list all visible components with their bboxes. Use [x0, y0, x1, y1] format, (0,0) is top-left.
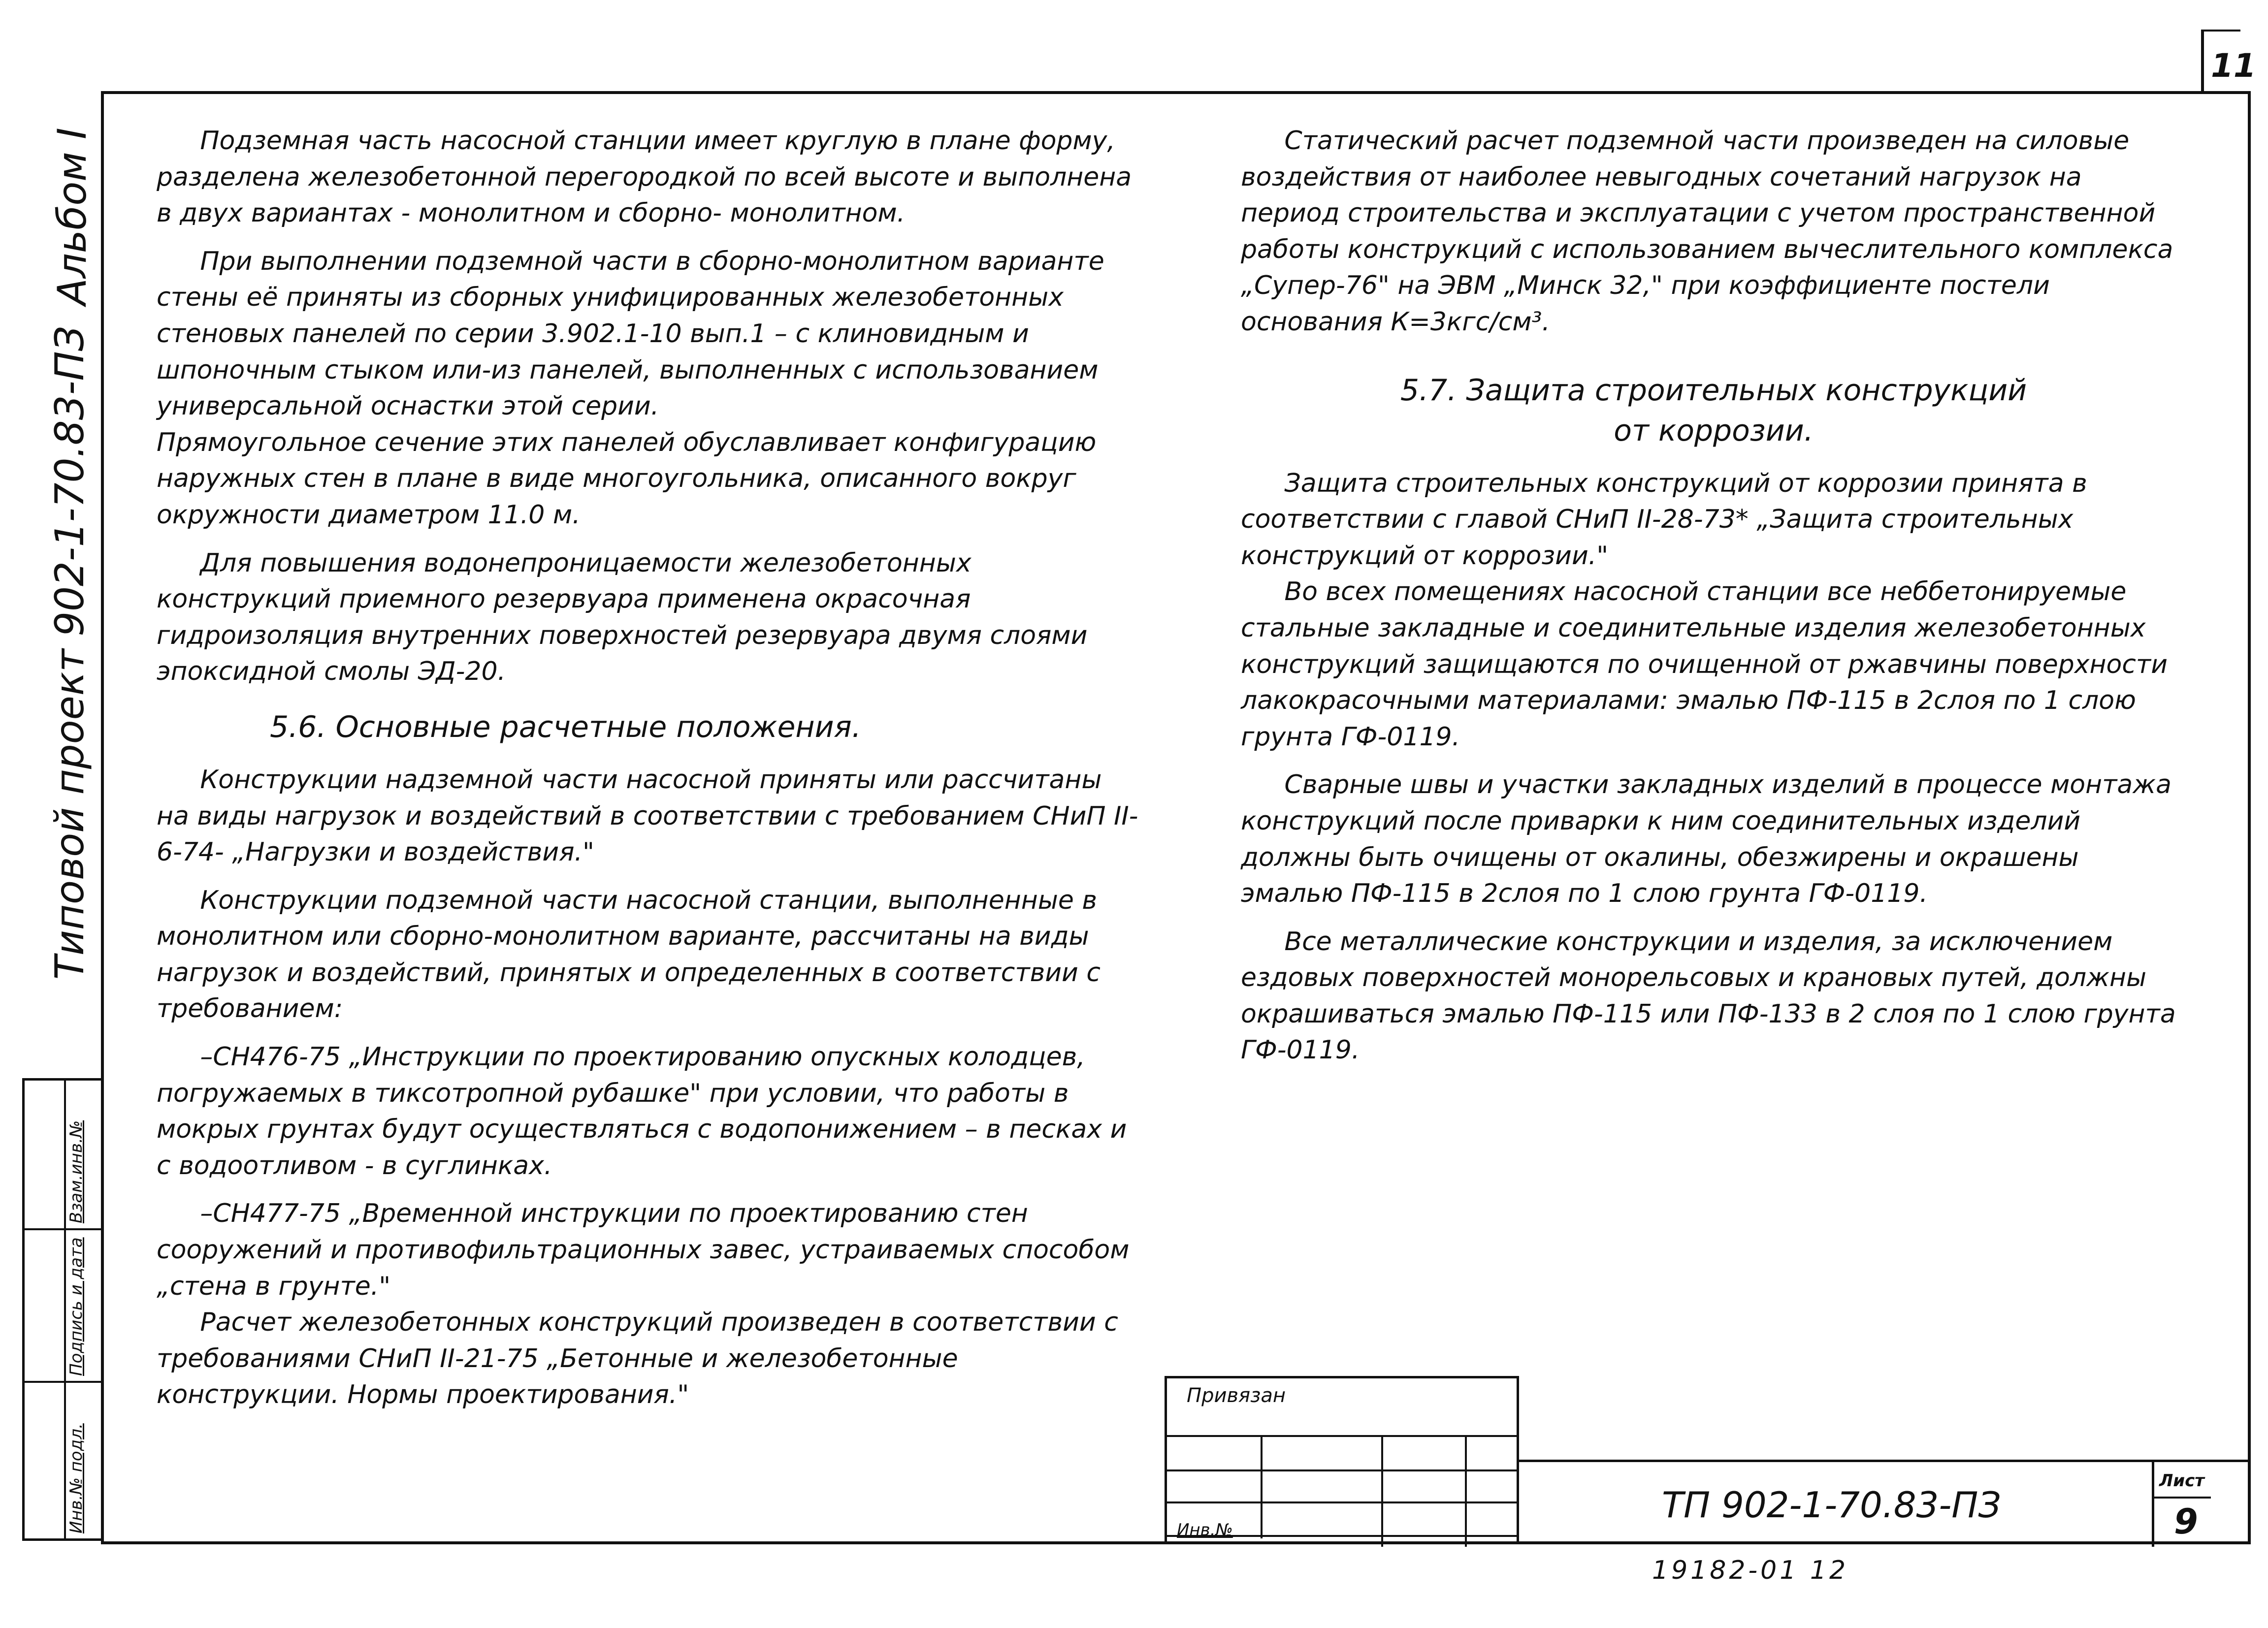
- section-heading-5-7-line2: от коррозии.: [1614, 413, 1814, 448]
- privyazan-label: Привязан: [1187, 1384, 1286, 1407]
- left-paragraph-4: Для повышения водонепроницаемости железобетонных конструкций приемного резервуара применена окрасочная гидроизоляция внутренних поверхностей резервуара двумя слоями эпоксидной смолы ЭД-20.: [157, 548, 1088, 687]
- right-paragraph-2: Защита строительных конструкций от коррозии принята в соответствии с главой СНиП II-28-73* „Защита строительных конструкций от коррозии.": [1241, 468, 2087, 571]
- title-block: [1165, 1376, 2251, 1544]
- left-paragraph-9: Расчет железобетонных конструкций произведен в соответствии с требованиями СНиП II-21-75 „Бетонные и железобетонные конструкции. Нормы проектирования.": [157, 1308, 1118, 1410]
- section-heading-5-7: [1241, 370, 2186, 451]
- page-number-tick: [2201, 30, 2240, 32]
- right-column: [1241, 123, 2186, 1069]
- inv-podl-label: Инв.№ подл.: [66, 1423, 86, 1533]
- privyazan-grid: [1165, 1376, 1519, 1544]
- inv-number-label: Инв.№: [1177, 1520, 1233, 1540]
- vzam-inv-label: Взам.инв.№: [66, 1120, 86, 1223]
- sheet-number: 9: [2174, 1501, 2198, 1542]
- left-paragraph-2: При выполнении подземной части в сборно-монолитном варианте стены её приняты из сборных унифицированных железобетонных стеновых панелей по серии 3.902.1-10 вып.1 – с клиновидным и шпоночным стыком или-из панелей, выполненных с использованием универсальной оснастки этой серии.: [157, 246, 1104, 421]
- right-paragraph-5: Все металлические конструкции и изделия, за исключением ездовых поверхностей монорельсовых и крановых путей, должны окрашиваться эмалью ПФ-115 или ПФ-133 в 2 слоя по 1 слою грунта ГФ-0119.: [1241, 926, 2176, 1065]
- left-paragraph-3: Прямоугольное сечение этих панелей обуславливает конфигурацию наружных стен в плане в виде многоугольника, описанного вокруг окружности диаметром 11.0 м.: [157, 427, 1097, 530]
- left-paragraph-6: Конструкции подземной части насосной станции, выполненные в монолитном или сборно-монолитном варианте, рассчитаны на виды нагрузок и воздействий, принятых и определенных в соответствии с требованием:: [157, 885, 1101, 1024]
- left-paragraph-8: –СН477-75 „Временной инструкции по проектированию стен сооружений и противофильтрационных завес, устраиваемых способом „стена в грунте.": [157, 1199, 1130, 1301]
- bottom-note: 19182-01 12: [1652, 1556, 1849, 1585]
- left-column: [157, 123, 1141, 1413]
- podpis-data-label: Подпись и дата: [66, 1237, 86, 1376]
- album-label: Альбом I: [49, 128, 95, 305]
- page-number: 11: [2211, 47, 2256, 85]
- left-paragraph-1: Подземная часть насосной станции имеет круглую в плане форму, разделена железобетонной перегородкой по всей высоте и выполнена в двух вариантах - монолитном и сборно- монолитном.: [157, 126, 1132, 228]
- section-heading-5-6: 5.6. Основные расчетные положения.: [270, 709, 861, 744]
- sheet-label: Лист: [2159, 1471, 2204, 1491]
- project-title: Типовой проект 902-1-70.83-ПЗ: [47, 326, 93, 980]
- left-paragraph-7: –СН476-75 „Инструкции по проектированию опускных колодцев, погружаемых в тиксотропной рубашке" при условии, что работы в мокрых грунтах будут осуществляться с водопонижением – в песках и с водоотливом - в суглинках.: [157, 1042, 1127, 1181]
- section-heading-5-7-line1: 5.7. Защита строительных конструкций: [1400, 373, 2027, 408]
- document-code: ТП 902-1-70.83-ПЗ: [1662, 1484, 2001, 1526]
- right-paragraph-4: Сварные швы и участки закладных изделий в процессе монтажа конструкций после приварки к ним соединительных изделий должны быть очищены от окалины, обезжирены и окрашены эмалью ПФ-115 в 2слоя по 1 слою грунта ГФ-0119.: [1241, 770, 2171, 909]
- right-paragraph-1: Статический расчет подземной части произведен на силовые воздействия от наиболее невыгодных сочетаний нагрузок на период строительства и эксплуатации с учетом пространственной работы конструкций с использованием вычеслительного комплекса „Супер-76" на ЭВМ „Минск 32," при коэффициенте постели основания К=3кгс/см³.: [1241, 126, 2173, 337]
- page-number-rule: [2201, 30, 2204, 94]
- right-paragraph-3: Во всех помещениях насосной станции все неббетонируемые стальные закладные и соединительные изделия железобетонных конструкций защищаются по очищенной от ржавчины поверхности лакокрасочными материалами: эмалью ПФ-115 в 2слоя по 1 слою грунта ГФ-0119.: [1241, 577, 2168, 752]
- side-stamp-box: [22, 1078, 103, 1541]
- left-paragraph-5: Конструкции надземной части насосной приняты или рассчитаны на виды нагрузок и воздействий в соответствии с требованием СНиП II-6-74- „Нагрузки и воздействия.": [157, 765, 1138, 867]
- code-block: [1517, 1460, 2251, 1544]
